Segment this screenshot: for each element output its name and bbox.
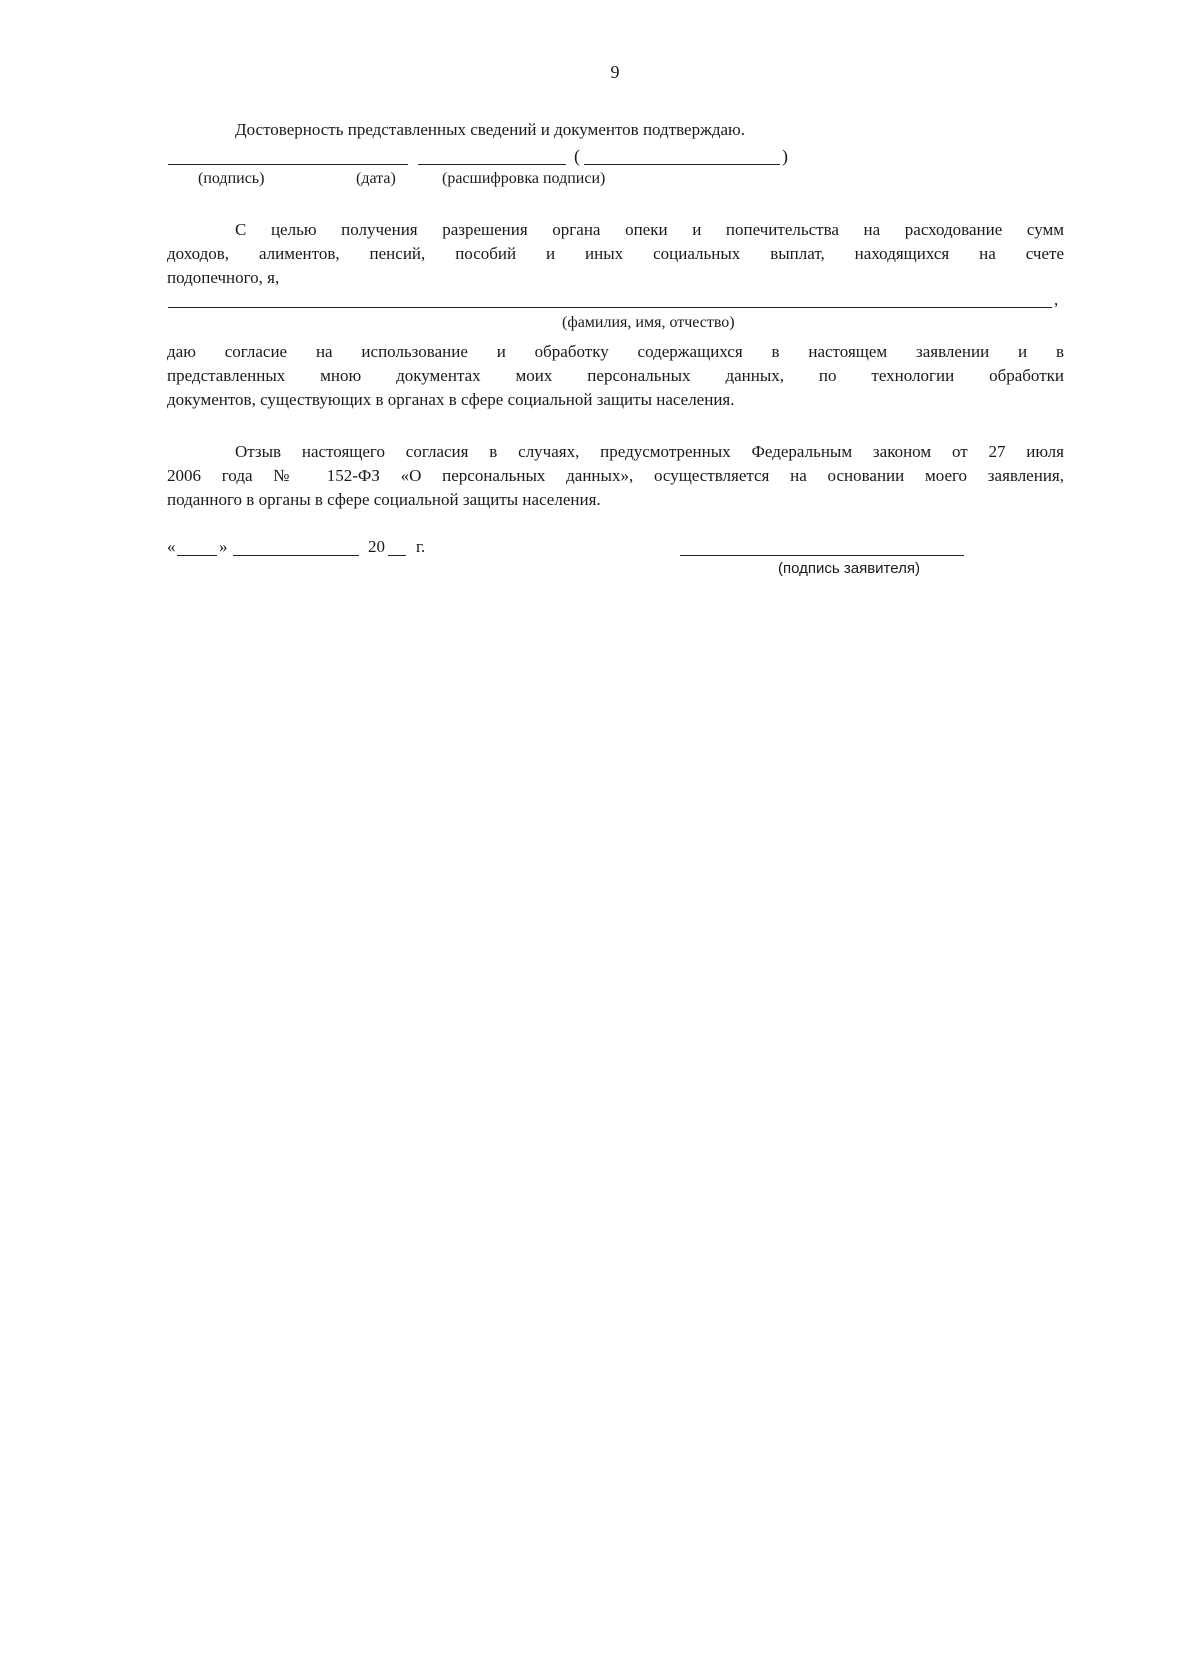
full-name-caption: (фамилия, имя, отчество) [562,314,735,331]
close-paren: ) [782,146,788,166]
year-prefix: 20 [368,537,385,556]
date-field[interactable] [418,164,566,165]
full-name-field[interactable] [168,307,1052,308]
month-field[interactable] [233,555,359,556]
signature-decoding-field[interactable] [584,164,780,165]
year-suffix: г. [416,537,426,556]
open-paren: ( [574,146,580,166]
revocation-line-1: Отзыв настоящего согласия в случаях, предусмотренных Федеральным законом от 27 июля [235,442,1064,461]
signature-caption: (подпись) [198,170,265,187]
revocation-line-2: 2006 года № 152-ФЗ «О персональных данных», осуществляется на основании моего заявления, [167,466,1064,485]
revocation-line-3: поданного в органы в сфере социальной защиты населения. [167,490,601,509]
consent-line-4: даю согласие на использование и обработку содержащихся в настоящем заявлении и в [167,342,1064,361]
date-open-quote: « [167,537,176,556]
page-number: 9 [610,62,620,82]
consent-line-2: доходов, алиментов, пенсий, пособий и иных социальных выплат, находящихся на счете [167,244,1064,263]
consent-line-1: С целью получения разрешения органа опеки и попечительства на расходование сумм [235,220,1064,239]
day-field[interactable] [177,555,217,556]
full-name-comma: , [1054,290,1059,309]
applicant-signature-field[interactable] [680,555,964,556]
applicant-signature-caption: (подпись заявителя) [778,560,920,577]
confirmation-text: Достоверность представленных сведений и документов подтверждаю. [235,120,745,139]
consent-line-5: представленных мною документах моих персональных данных, по технологии обработки [167,366,1064,385]
year-field[interactable] [388,555,406,556]
consent-line-6: документов, существующих в органах в сфере социальной защиты населения. [167,390,735,409]
decoding-caption: (расшифровка подписи) [442,170,606,187]
date-caption: (дата) [356,170,396,187]
date-close-quote: » [219,537,228,556]
consent-line-3: подопечного, я, [167,268,280,287]
signature-field[interactable] [168,164,408,165]
